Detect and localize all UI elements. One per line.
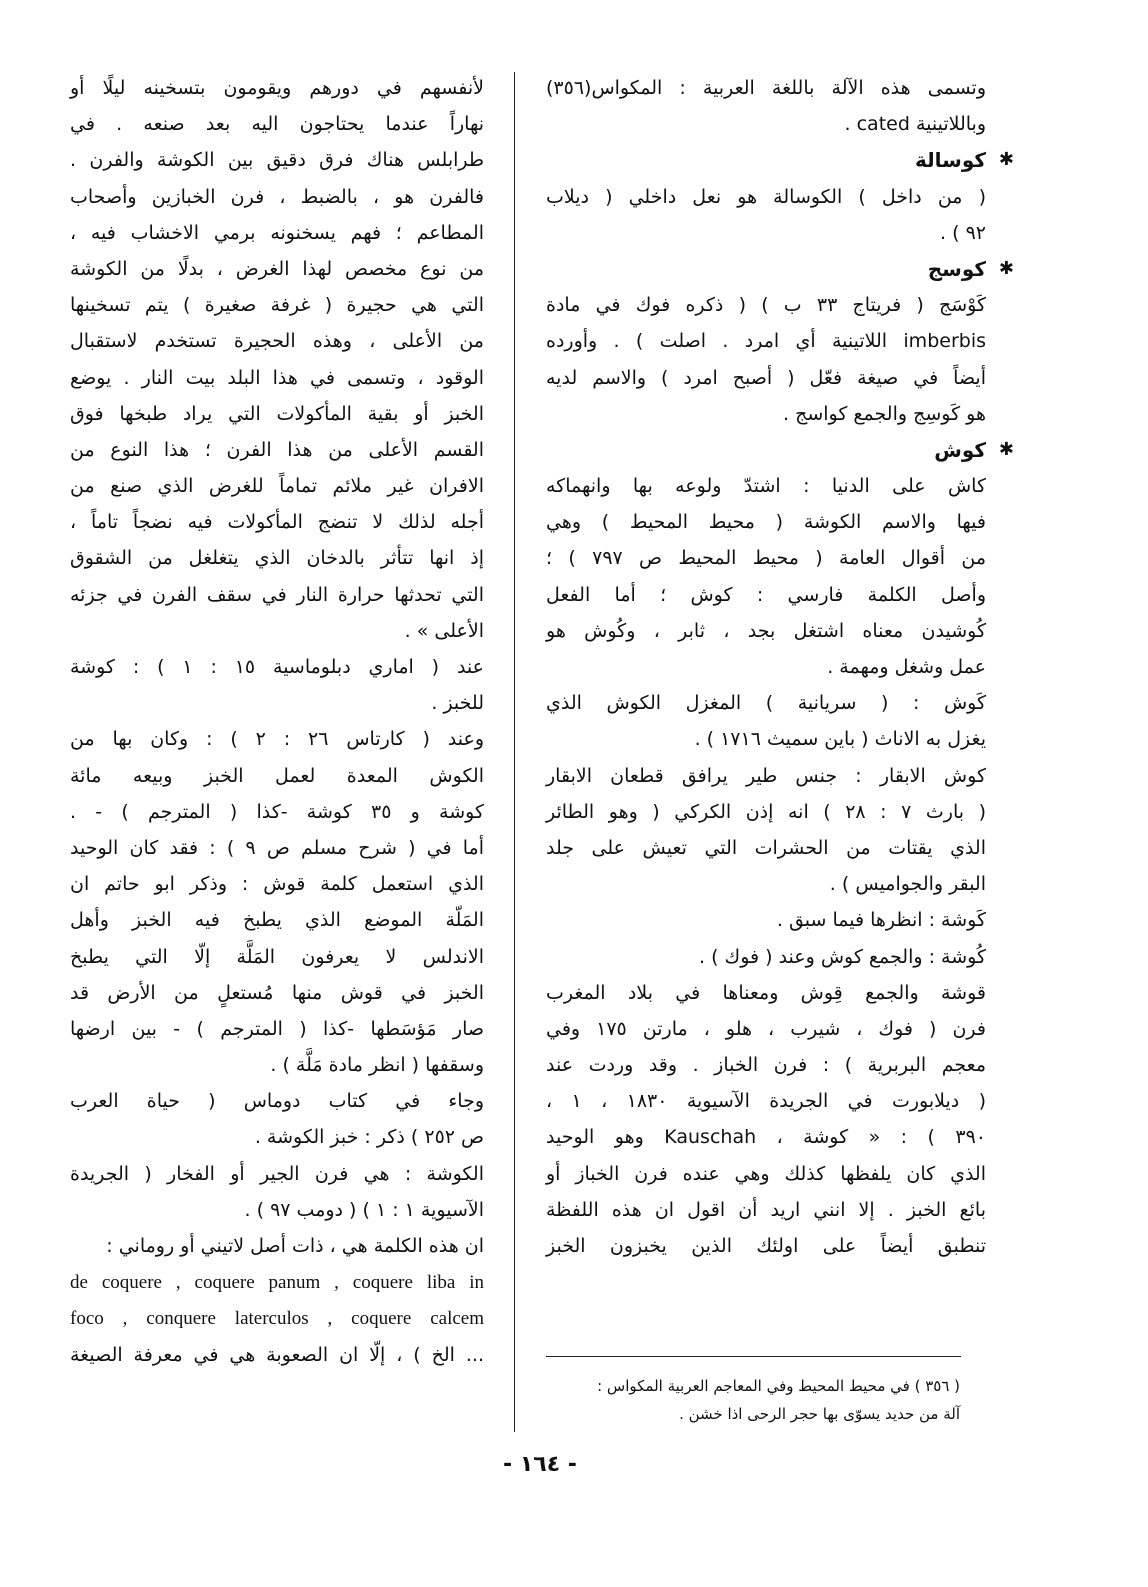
line-text: بائع الخبز . إلا انني اريد أن اقول ان هذه اللفظة [546,1198,986,1221]
line-text: قوشة والجمع قِوش ومعناها في بلاد المغرب [546,981,986,1004]
line-text: كَوشة : انظرها فيما سبق . [776,909,986,932]
line-text: صار مَؤسَطها -كذا ( المترجم ) - بين ارضها [70,1017,484,1040]
line-text: de coquere , coquere panum , coquere liba in [70,1272,484,1294]
text-line [70,360,484,396]
text-line [546,396,986,432]
line-text: وتسمى هذه الآلة باللغة العربية : المكواس(٣٥٦) [546,77,986,99]
text-line [70,613,484,649]
text-line [546,975,986,1011]
text-line [546,323,986,359]
line-text: تنطبق أيضاً على اولئك الذين يخبزون الخبز [546,1235,986,1257]
line-text: كوشة و ٣٥ كوشة -كذا ( المترجم ) - . [70,800,484,823]
line-text: فيها والاسم الكوشة ( محيط المحيط ) وهي [546,511,986,534]
text-line [546,902,986,938]
text-line [546,613,986,649]
text-line [546,179,986,215]
text-line [70,142,484,178]
text-line [546,1156,986,1192]
line-text: كُوشة : والجمع كوش وعند ( فوك ) . [699,945,986,968]
line-text: وعند ( كارتاس ٢٦ : ٢ ) : وكان بها من [70,728,485,751]
text-line [546,106,986,142]
footnote-line: ( ٣٥٦ ) في محيط المحيط وفي المعاجم العربية المكواس : [597,1377,960,1395]
line-text: foco , conquere laterculos , coquere calcem [70,1308,484,1330]
text-line [546,287,986,323]
text-line [546,540,986,576]
line-text: كوسج [927,256,986,281]
text-line [546,1192,986,1228]
line-text: كوش [934,437,986,462]
text-line [70,179,484,215]
text-line [70,939,484,975]
line-text: وسقفها ( انظر مادة مَلَّة ) . [270,1054,484,1077]
line-text: يغزل به الاناث ( باين سميث ١٧١٦ ) . [694,728,986,751]
text-line [70,1047,484,1083]
text-line [546,866,986,902]
text-line [70,1337,484,1373]
line-text: الكوشة : هي فرن الجير أو الفخار ( الجريدة [70,1162,484,1185]
text-line [70,902,484,938]
footnote-rule [546,1356,961,1357]
line-text: ( ديلابورت في الجريدة الآسيوية ١٨٣٠ ، ١ ، [546,1090,987,1113]
line-text: كَوْسَج ( فريتاج ٣٣ ب ) ( ذكره فوك في مادة [546,294,986,317]
line-text: الذي استعمل كلمة قوش : وذكر ابو حاتم ان [70,873,484,896]
text-line [546,685,986,721]
text-line [70,468,484,504]
line-text: وأصل الكلمة فارسي : كوش ؛ أما الفعل [546,583,986,606]
column-divider [514,72,515,1432]
text-line [546,504,986,540]
line-text: ( بارث ٧ : ٢٨ ) انه إذن الكركي ( وهو الطائر [546,800,986,823]
line-text: عمل وشغل ومهمة . [827,656,986,678]
line-text: كاش على الدنيا : اشتدّ ولوعه بها وانهماكه [546,475,986,498]
line-text: الخبز أو بقية المأكولات التي يراد طبخها فوق [70,402,484,425]
text-line [70,432,484,468]
footnotes [530,1372,960,1428]
text-line [70,287,484,323]
line-text: ص ٢٥٢ ) ذكر : خبز الكوشة . [254,1126,484,1149]
text-line [70,1264,484,1300]
text-line [70,540,484,576]
line-text: من أقوال العامة ( محيط المحيط ص ٧٩٧ ) ؛ [546,547,986,570]
text-line [70,251,484,287]
text-line [546,758,986,794]
text-line [70,1156,484,1192]
line-text: كُوشيدن معناه اشتغل بجد ، ثابر ، وكُوش هو [546,619,986,642]
text-line [70,721,484,757]
line-text: المَلّة الموضع الذي يطبخ فيه الخبز وأهل [70,909,484,932]
line-text: نهاراً عندما يحتاجون اليه بعد صنعه . في [70,113,484,136]
text-line [546,830,986,866]
text-line [70,794,484,830]
line-text: البقر والجواميس ) . [829,873,986,896]
text-line [546,721,986,757]
text-line [70,504,484,540]
line-text: الوقود ، وتسمى في هذا البلد بيت النار . يوضع [70,366,484,389]
text-line [70,577,484,613]
text-line [70,830,484,866]
text-line [546,215,986,251]
line-text: أجله لذلك لا تنضج المأكولات فيه نضجاً تاماً ، [70,511,484,534]
text-line [546,360,986,396]
text-line [70,70,484,106]
text-line [546,1119,986,1155]
text-line [70,1119,484,1155]
text-line [70,106,484,142]
line-text: كوسالة [915,148,986,173]
line-text: أما في ( شرح مسلم ص ٩ ) : فقد كان الوحيد [70,836,484,859]
text-line [546,468,986,504]
line-text: الذي كان يلفظها كذلك وهي عنده فرن الخباز أو [546,1162,986,1185]
text-line [70,215,484,251]
line-text: المطاعم ؛ فهم يسخنونه برمي الاخشاب فيه ، [70,221,484,244]
text-line [546,1047,986,1083]
asterisk-icon: ✱ [998,149,1014,171]
asterisk-icon: ✱ [998,438,1014,460]
text-line [546,577,986,613]
text-line [70,758,484,794]
text-line [70,1083,484,1119]
line-text: الاندلس لا يعرفون المَلَّة إلّا التي يطبخ [70,945,484,968]
text-line [70,396,484,432]
line-text: الآسيوية ١ : ١ ) ( دومب ٩٧ ) . [244,1198,484,1221]
text-line [70,975,484,1011]
line-text: من نوع مخصص لهذا الغرض ، بدلًا من الكوشة [70,257,484,280]
line-text: وباللاتينية cated . [844,113,986,136]
text-line [70,1228,484,1264]
line-text: كوش الابقار : جنس طير يرافق قطعان الابقار [546,764,986,787]
line-text: ٩٢ ) . [940,221,986,244]
line-text: طرابلس هناك فرق دقيق بين الكوشة والفرن . [70,149,484,172]
line-text: الكوش المعدة لعمل الخبز وبيعه مائة [70,764,484,787]
line-text: ... الخ ) ، إلّا ان الصعوبة هي في معرفة الصيغة [70,1343,484,1366]
text-line [70,1011,484,1047]
text-line [70,649,484,685]
line-text: وجاء في كتاب دوماس ( حياة العرب [70,1090,484,1113]
line-text: القسم الأعلى من هذا الفرن ؛ هذا النوع من [70,438,484,461]
line-text: الأعلى » . [404,619,484,642]
line-text: ٣٩٠ ) : « كوشة ، Kauschah وهو الوحيد [546,1126,986,1149]
line-text: الخبز في قوش منها مُستعلٍ من الأرض قد [70,981,484,1004]
line-text: الذي يقتات من الحشرات التي تعيش على جلد [546,836,986,859]
text-line [70,685,484,721]
line-text: من الأعلى ، وهذه الحجيرة تستخدم لاستقبال [70,330,484,353]
line-text: ( من داخل ) الكوسالة هو نعل داخلي ( ديلاب [546,185,986,208]
left-column [70,70,484,1373]
line-text: imberbis اللاتينية أي امرد . اصلت ) . وأورده [546,330,986,353]
line-text: كَوش : ( سريانية ) المغزل الكوش الذي [546,692,986,715]
entry-headword [546,251,1014,287]
text-line [546,1083,986,1119]
line-text: فرن ( فوك ، شيرب ، هلو ، مارتن ١٧٥ وفي [546,1017,986,1040]
line-text: أيضاً في صيغة فعّل ( أصبح امرد ) والاسم لديه [546,366,986,389]
page-number: - ١٦٤ - [503,1452,577,1477]
line-text: هو كَوسِج والجمع كواسج . [782,402,986,425]
line-text: للخبز . [431,692,484,715]
right-column [546,70,1014,1264]
line-text: لأنفسهم في دورهم ويقومون بتسخينه ليلًا أو [70,77,484,99]
line-text: فالفرن هو ، بالضبط ، فرن الخبازين وأصحاب [70,185,484,208]
text-line [546,1011,986,1047]
line-text: الافران غير ملائم تماماً للغرض الذي صنع من [70,475,484,498]
line-text: التي تحدثها حرارة النار في سقف الفرن في جزئه [70,583,484,606]
line-text: معجم البربرية ) : فرن الخباز . وقد وردت عند [546,1054,986,1077]
footnote-line: آلة من حديد يسوّى بها حجر الرحى اذا خشن . [679,1405,960,1423]
entry-headword [546,432,1014,468]
text-line [546,649,986,685]
text-line [546,1228,986,1264]
line-text: ان هذه الكلمة هي ، ذات أصل لاتيني أو روماني : [106,1235,484,1257]
asterisk-icon: ✱ [998,257,1014,279]
text-line [70,1192,484,1228]
line-text: عند ( اماري دبلوماسية ١٥ : ١ ) : كوشة [70,656,484,678]
line-text: التي هي حجيرة ( غرفة صغيرة ) يتم تسخينها [70,294,484,317]
text-line [546,794,986,830]
line-text: إذ انها تتأثر بالدخان الذي يتغلغل من الشقوق [70,547,484,570]
text-line [70,866,484,902]
text-line [546,70,986,106]
text-line [70,1300,484,1336]
entry-headword [546,142,1014,178]
text-line [546,939,986,975]
text-line [70,323,484,359]
